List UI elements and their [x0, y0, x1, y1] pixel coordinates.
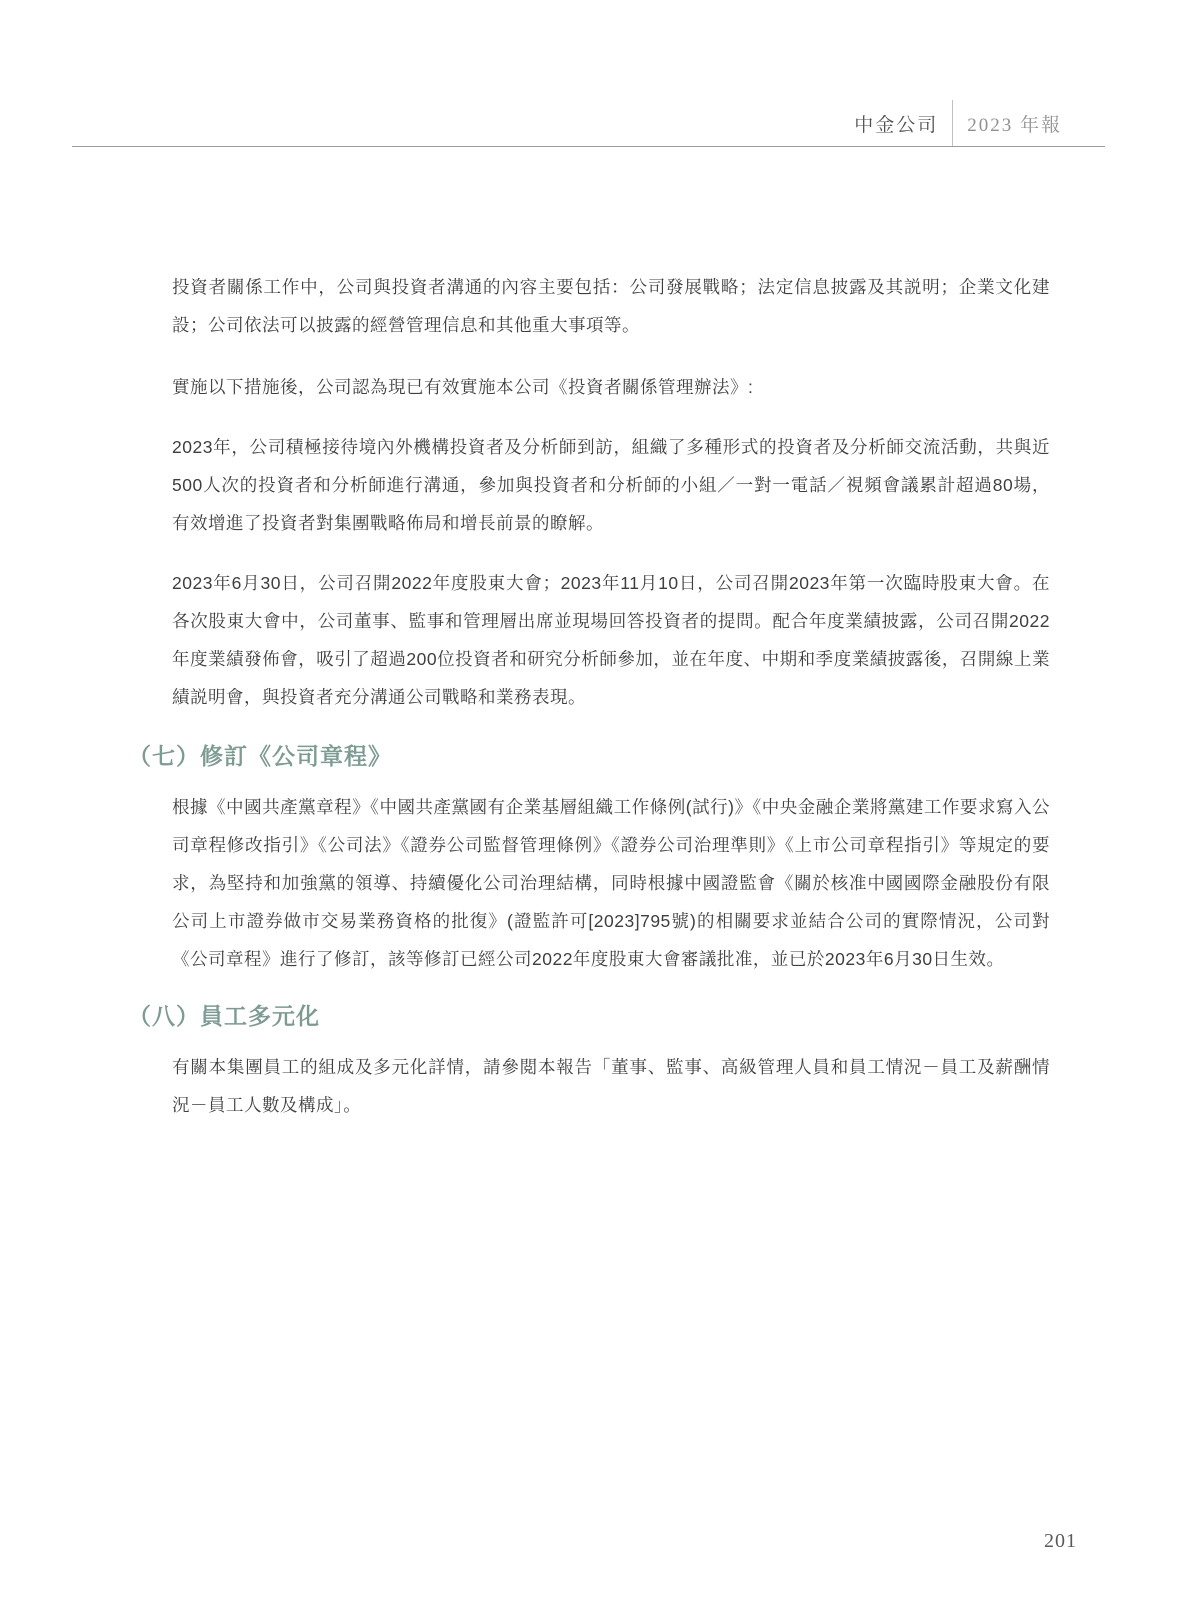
header-company-name: 中金公司: [854, 114, 939, 136]
header-horizontal-rule: [72, 146, 1105, 147]
paragraph-shareholder-meetings: 2023年6月30日，公司召開2022年度股東大會；2023年11月10日，公司召開2023年第一次臨時股東大會。在各次股東大會中，公司董事、監事和管理層出席並現場回答投資者的提問。配合年度業績披露，公司召開2022年度業績發佈會，吸引了超過200位投資者和研究分析師參加，並在年度、中期和季度業績披露後，召開線上業績説明會，與投資者充分溝通公司戰略和業務表現。: [172, 573, 1050, 707]
page-number: 201: [1044, 1530, 1077, 1552]
page-content: [128, 250, 1050, 1124]
paragraph-measures-implemented: 實施以下措施後，公司認為現已有效實施本公司《投資者關係管理辦法》:: [172, 377, 754, 397]
paragraph-articles-amendment: 根據《中國共產黨章程》《中國共產黨國有企業基層組織工作條例(試行)》《中央金融企業將黨建工作要求寫入公司章程修改指引》《公司法》《證券公司監督管理條例》《證券公司治理準則》《上市公司章程指引》等規定的要求，為堅持和加強黨的領導、持續優化公司治理結構，同時根據中國證監會《關於核准中國國際金融股份有限公司上市證券做市交易業務資格的批復》(證監許可[2023]795號)的相關要求並結合公司的實際情況，公司對《公司章程》進行了修訂，該等修訂已經公司2022年度股東大會審議批准，並已於2023年6月30日生效。: [172, 797, 1050, 969]
running-header: [854, 100, 1062, 146]
paragraph-employee-diversity: 有關本集團員工的組成及多元化詳情，請參閲本報告「董事、監事、高級管理人員和員工情況－員工及薪酬情況－員工人數及構成」。: [172, 1057, 1050, 1115]
paragraph-investor-communication: 投資者關係工作中，公司與投資者溝通的內容主要包括：公司發展戰略；法定信息披露及其説明；企業文化建設；公司依法可以披露的經營管理信息和其他重大事項等。: [172, 277, 1050, 335]
section-heading-seven-articles-amendment: （七）修訂《公司章程》: [128, 743, 392, 769]
section-heading-eight-employee-diversity: （八）員工多元化: [128, 1003, 320, 1029]
header-edition-label: 2023 年報: [967, 114, 1062, 136]
paragraph-2023-activities: 2023年，公司積極接待境內外機構投資者及分析師到訪，組織了多種形式的投資者及分析師交流活動，共與近500人次的投資者和分析師進行溝通，參加與投資者和分析師的小組／一對一電話／視頻會議累計超過80場，有效增進了投資者對集團戰略佈局和增長前景的瞭解。: [172, 437, 1050, 533]
